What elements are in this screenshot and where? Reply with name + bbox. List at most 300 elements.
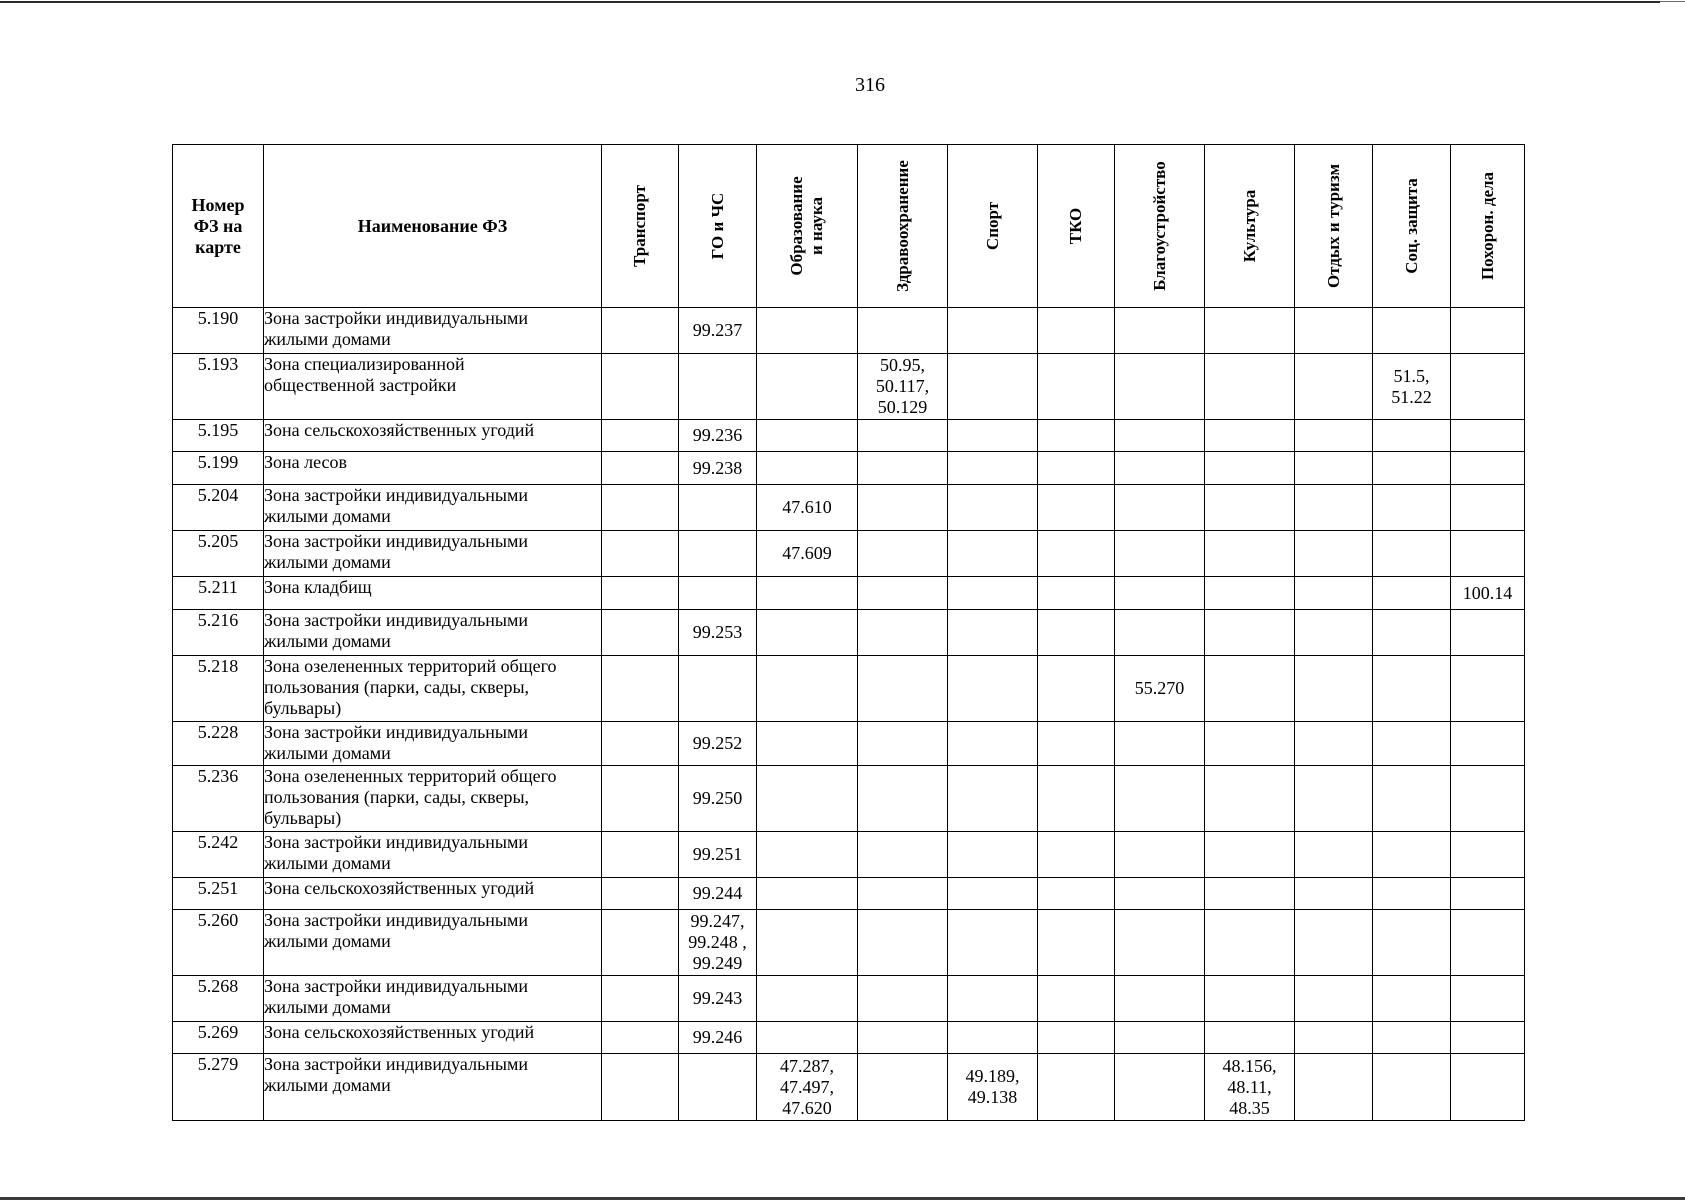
cell-funeral	[1451, 531, 1525, 577]
cell-education	[757, 577, 858, 610]
cell-improvement	[1115, 878, 1205, 910]
cell-culture	[1205, 1054, 1295, 1121]
cell-tko	[1038, 656, 1115, 722]
cell-transport	[602, 832, 679, 878]
cell-social	[1373, 976, 1451, 1022]
zone-number-cell: 5.218	[173, 656, 264, 722]
cell-social	[1373, 910, 1451, 976]
zone-number-cell: 5.204	[173, 485, 264, 531]
cell-transport	[602, 308, 679, 354]
cell-tourism	[1295, 420, 1373, 452]
zone-name-cell	[264, 1054, 602, 1121]
cell-tourism	[1295, 1022, 1373, 1054]
cell-go_chs	[679, 610, 757, 656]
cell-education	[757, 1054, 858, 1121]
cell-go_chs	[679, 766, 757, 832]
cell-improvement	[1115, 766, 1205, 832]
zone-name-cell	[264, 1022, 602, 1054]
table-row	[173, 910, 1525, 976]
cell-social	[1373, 722, 1451, 766]
zone-number-cell: 5.269	[173, 1022, 264, 1054]
cell-culture	[1205, 485, 1295, 531]
cell-transport	[602, 610, 679, 656]
cell-tko	[1038, 910, 1115, 976]
cell-improvement	[1115, 354, 1205, 420]
zone-name-text: Зона застройки индивидуальными жилыми домами	[264, 832, 529, 873]
cell-health	[858, 656, 948, 722]
column-header-label: Благоустройство	[1149, 161, 1169, 291]
cell-health	[858, 577, 948, 610]
cell-improvement	[1115, 420, 1205, 452]
object-code: 99.246	[692, 1027, 743, 1047]
object-code: 55.270	[1134, 678, 1185, 698]
cell-culture	[1205, 910, 1295, 976]
cell-sport	[948, 910, 1038, 976]
zone-name-cell	[264, 722, 602, 766]
cell-culture	[1205, 766, 1295, 832]
column-header-social	[1373, 145, 1451, 308]
cell-social	[1373, 420, 1451, 452]
zone-number-cell: 5.195	[173, 420, 264, 452]
table-row	[173, 577, 1525, 610]
zone-name-cell	[264, 531, 602, 577]
table-row	[173, 656, 1525, 722]
cell-tourism	[1295, 878, 1373, 910]
cell-transport	[602, 1054, 679, 1121]
cell-culture	[1205, 308, 1295, 354]
cell-health	[858, 308, 948, 354]
cell-go_chs	[679, 656, 757, 722]
cell-education	[757, 766, 858, 832]
object-code: 100.14	[1462, 582, 1513, 603]
column-header-transport	[602, 145, 679, 308]
cell-health	[858, 1054, 948, 1121]
cell-tko	[1038, 577, 1115, 610]
cell-social	[1373, 832, 1451, 878]
top-scan-rule	[0, 1, 1660, 3]
cell-culture	[1205, 656, 1295, 722]
cell-funeral	[1451, 354, 1525, 420]
cell-transport	[602, 354, 679, 420]
zone-name-cell	[264, 656, 602, 722]
cell-improvement	[1115, 610, 1205, 656]
zone-name-cell	[264, 610, 602, 656]
object-code: 47.287, 47.497, 47.620	[780, 1055, 834, 1118]
cell-transport	[602, 910, 679, 976]
cell-funeral	[1451, 766, 1525, 832]
cell-health	[858, 878, 948, 910]
cell-health	[858, 832, 948, 878]
zone-number-cell: 5.193	[173, 354, 264, 420]
zone-name-cell	[264, 308, 602, 354]
table-row	[173, 976, 1525, 1022]
table-row	[173, 485, 1525, 531]
cell-tko	[1038, 976, 1115, 1022]
zone-name-text: Зона застройки индивидуальными жилыми домами	[264, 722, 529, 763]
zone-name-text: Зона застройки индивидуальными жилыми домами	[264, 976, 529, 1017]
cell-health	[858, 1022, 948, 1054]
zone-name-text: Зона застройки индивидуальными жилыми домами	[264, 1054, 529, 1095]
column-header-label: Номер ФЗ на карте	[191, 194, 245, 257]
cell-culture	[1205, 722, 1295, 766]
cell-culture	[1205, 1022, 1295, 1054]
zone-name-cell	[264, 452, 602, 485]
cell-go_chs	[679, 420, 757, 452]
zone-name-text: Зона кладбищ	[264, 577, 372, 597]
zone-number-cell: 5.216	[173, 610, 264, 656]
cell-tko	[1038, 722, 1115, 766]
cell-improvement	[1115, 1054, 1205, 1121]
cell-transport	[602, 1022, 679, 1054]
cell-go_chs	[679, 1022, 757, 1054]
table-row	[173, 1054, 1525, 1121]
cell-transport	[602, 878, 679, 910]
cell-education	[757, 910, 858, 976]
column-header-label: Отдых и туризм	[1323, 163, 1343, 289]
cell-culture	[1205, 577, 1295, 610]
cell-sport	[948, 452, 1038, 485]
zone-number-cell: 5.199	[173, 452, 264, 485]
cell-tko	[1038, 420, 1115, 452]
zone-number-cell: 5.228	[173, 722, 264, 766]
object-code: 47.610	[782, 497, 832, 517]
cell-sport	[948, 766, 1038, 832]
cell-funeral	[1451, 656, 1525, 722]
cell-go_chs	[679, 531, 757, 577]
cell-tko	[1038, 308, 1115, 354]
cell-health	[858, 766, 948, 832]
zone-number-cell: 5.279	[173, 1054, 264, 1121]
cell-tko	[1038, 531, 1115, 577]
cell-funeral	[1451, 832, 1525, 878]
cell-health	[858, 531, 948, 577]
zone-name-text: Зона специализированной общественной застройки	[264, 354, 465, 395]
cell-social	[1373, 1054, 1451, 1121]
object-code: 99.236	[692, 425, 743, 445]
zone-number-cell: 5.190	[173, 308, 264, 354]
cell-tko	[1038, 485, 1115, 531]
cell-sport	[948, 531, 1038, 577]
cell-funeral	[1451, 1022, 1525, 1054]
cell-transport	[602, 766, 679, 832]
column-header-improvement	[1115, 145, 1205, 308]
column-header-education	[757, 145, 858, 308]
cell-funeral	[1451, 878, 1525, 910]
cell-education	[757, 531, 858, 577]
cell-education	[757, 722, 858, 766]
zone-name-text: Зона застройки индивидуальными жилыми домами	[264, 610, 529, 651]
cell-go_chs	[679, 878, 757, 910]
cell-go_chs	[679, 452, 757, 485]
cell-tko	[1038, 1054, 1115, 1121]
cell-funeral	[1451, 452, 1525, 485]
cell-tourism	[1295, 610, 1373, 656]
cell-transport	[602, 577, 679, 610]
column-header-label: Наименование ФЗ	[357, 215, 508, 236]
column-header-label: Образование и наука	[787, 176, 826, 276]
object-code: 48.156, 48.11, 48.35	[1222, 1055, 1277, 1118]
zone-name-text: Зона застройки индивидуальными жилыми домами	[264, 910, 529, 951]
cell-funeral	[1451, 910, 1525, 976]
cell-education	[757, 420, 858, 452]
object-code: 51.5, 51.22	[1391, 365, 1432, 407]
cell-improvement	[1115, 910, 1205, 976]
cell-culture	[1205, 531, 1295, 577]
cell-go_chs	[679, 308, 757, 354]
cell-go_chs	[679, 832, 757, 878]
cell-education	[757, 832, 858, 878]
cell-health	[858, 420, 948, 452]
cell-social	[1373, 766, 1451, 832]
column-header-label: Здравоохранение	[892, 160, 912, 292]
cell-health	[858, 354, 948, 420]
cell-go_chs	[679, 1054, 757, 1121]
column-header-label: Соц. защита	[1401, 178, 1421, 274]
column-header-health	[858, 145, 948, 308]
cell-tourism	[1295, 531, 1373, 577]
table-row	[173, 1022, 1525, 1054]
cell-sport	[948, 354, 1038, 420]
column-header-label: Культура	[1239, 189, 1259, 263]
cell-social	[1373, 308, 1451, 354]
column-header-num	[173, 145, 264, 308]
cell-health	[858, 910, 948, 976]
cell-improvement	[1115, 656, 1205, 722]
cell-improvement	[1115, 577, 1205, 610]
functional-zones-table	[172, 144, 1525, 1121]
cell-social	[1373, 452, 1451, 485]
cell-sport	[948, 308, 1038, 354]
cell-health	[858, 976, 948, 1022]
cell-tourism	[1295, 766, 1373, 832]
cell-sport	[948, 1054, 1038, 1121]
table-row	[173, 610, 1525, 656]
cell-tko	[1038, 766, 1115, 832]
cell-sport	[948, 656, 1038, 722]
cell-sport	[948, 878, 1038, 910]
cell-improvement	[1115, 832, 1205, 878]
zone-name-cell	[264, 485, 602, 531]
cell-tko	[1038, 1022, 1115, 1054]
cell-education	[757, 354, 858, 420]
cell-tourism	[1295, 656, 1373, 722]
cell-tourism	[1295, 354, 1373, 420]
cell-health	[858, 452, 948, 485]
column-header-funeral	[1451, 145, 1525, 308]
zone-name-text: Зона сельскохозяйственных угодий	[264, 1022, 535, 1042]
cell-social	[1373, 354, 1451, 420]
zone-name-text: Зона застройки индивидуальными жилыми домами	[264, 531, 529, 572]
object-code: 99.237	[692, 320, 743, 340]
cell-sport	[948, 485, 1038, 531]
cell-tko	[1038, 452, 1115, 485]
cell-social	[1373, 1022, 1451, 1054]
cell-sport	[948, 420, 1038, 452]
cell-health	[858, 722, 948, 766]
cell-education	[757, 878, 858, 910]
cell-improvement	[1115, 531, 1205, 577]
cell-funeral	[1451, 1054, 1525, 1121]
cell-culture	[1205, 420, 1295, 452]
cell-health	[858, 485, 948, 531]
column-header-tourism	[1295, 145, 1373, 308]
cell-transport	[602, 485, 679, 531]
zone-name-cell	[264, 976, 602, 1022]
cell-go_chs	[679, 910, 757, 976]
table-body	[173, 308, 1525, 1121]
cell-social	[1373, 878, 1451, 910]
zone-number-cell: 5.236	[173, 766, 264, 832]
cell-tko	[1038, 354, 1115, 420]
cell-funeral	[1451, 420, 1525, 452]
cell-tourism	[1295, 577, 1373, 610]
cell-education	[757, 308, 858, 354]
cell-education	[757, 976, 858, 1022]
cell-sport	[948, 610, 1038, 656]
cell-transport	[602, 420, 679, 452]
cell-sport	[948, 722, 1038, 766]
cell-go_chs	[679, 485, 757, 531]
page-number: 316	[855, 74, 885, 96]
zone-name-text: Зона озелененных территорий общего пользования (парки, сады, скверы, бульвары)	[264, 656, 557, 718]
object-code: 99.243	[692, 988, 743, 1008]
cell-culture	[1205, 354, 1295, 420]
zone-name-text: Зона сельскохозяйственных угодий	[264, 878, 535, 898]
zone-number-cell: 5.260	[173, 910, 264, 976]
zone-number-cell: 5.211	[173, 577, 264, 610]
cell-tko	[1038, 832, 1115, 878]
zone-name-text: Зона лесов	[264, 452, 348, 472]
zone-name-cell	[264, 354, 602, 420]
cell-tourism	[1295, 1054, 1373, 1121]
table-row	[173, 420, 1525, 452]
cell-funeral	[1451, 976, 1525, 1022]
cell-social	[1373, 485, 1451, 531]
zone-name-cell	[264, 577, 602, 610]
zone-number-cell: 5.251	[173, 878, 264, 910]
cell-improvement	[1115, 976, 1205, 1022]
cell-tourism	[1295, 976, 1373, 1022]
cell-transport	[602, 452, 679, 485]
cell-improvement	[1115, 722, 1205, 766]
cell-culture	[1205, 610, 1295, 656]
cell-sport	[948, 832, 1038, 878]
cell-education	[757, 610, 858, 656]
table-row	[173, 308, 1525, 354]
zone-name-cell	[264, 832, 602, 878]
cell-tko	[1038, 610, 1115, 656]
table-row	[173, 878, 1525, 910]
column-header-tko	[1038, 145, 1115, 308]
object-code: 49.189, 49.138	[965, 1066, 1020, 1107]
cell-tourism	[1295, 485, 1373, 531]
cell-social	[1373, 656, 1451, 722]
cell-health	[858, 610, 948, 656]
cell-social	[1373, 531, 1451, 577]
zone-name-text: Зона сельскохозяйственных угодий	[264, 420, 535, 440]
zone-name-cell	[264, 878, 602, 910]
cell-go_chs	[679, 722, 757, 766]
cell-improvement	[1115, 1022, 1205, 1054]
cell-improvement	[1115, 452, 1205, 485]
zone-name-cell	[264, 766, 602, 832]
cell-improvement	[1115, 485, 1205, 531]
cell-sport	[948, 1022, 1038, 1054]
cell-tourism	[1295, 910, 1373, 976]
cell-transport	[602, 656, 679, 722]
column-header-sport	[948, 145, 1038, 308]
cell-funeral	[1451, 485, 1525, 531]
table-row	[173, 766, 1525, 832]
cell-transport	[602, 722, 679, 766]
cell-social	[1373, 577, 1451, 610]
cell-funeral	[1451, 577, 1525, 610]
table-header-row	[173, 145, 1525, 308]
cell-sport	[948, 976, 1038, 1022]
object-code: 99.250	[692, 788, 743, 808]
object-code: 99.247, 99.248 , 99.249	[688, 911, 747, 973]
object-code: 99.238	[692, 457, 743, 478]
object-code: 99.251	[692, 844, 743, 864]
column-header-name	[264, 145, 602, 308]
table-row	[173, 452, 1525, 485]
zone-number-cell: 5.268	[173, 976, 264, 1022]
cell-go_chs	[679, 976, 757, 1022]
object-code: 47.609	[782, 543, 832, 563]
cell-funeral	[1451, 308, 1525, 354]
cell-tko	[1038, 878, 1115, 910]
zone-number-cell: 5.242	[173, 832, 264, 878]
cell-go_chs	[679, 577, 757, 610]
column-header-culture	[1205, 145, 1295, 308]
column-header-label: ТКО	[1066, 207, 1085, 245]
cell-funeral	[1451, 722, 1525, 766]
cell-social	[1373, 610, 1451, 656]
cell-transport	[602, 976, 679, 1022]
column-header-label: Спорт	[982, 201, 1002, 251]
zone-number-cell: 5.205	[173, 531, 264, 577]
object-code: 50.95, 50.117, 50.129	[875, 355, 930, 417]
cell-education	[757, 452, 858, 485]
cell-education	[757, 656, 858, 722]
table-row	[173, 832, 1525, 878]
cell-culture	[1205, 452, 1295, 485]
table-row	[173, 354, 1525, 420]
cell-tourism	[1295, 308, 1373, 354]
cell-culture	[1205, 976, 1295, 1022]
column-header-label: Похорон. дела	[1477, 171, 1497, 281]
cell-transport	[602, 531, 679, 577]
column-header-label: Транспорт	[630, 185, 649, 267]
cell-tourism	[1295, 722, 1373, 766]
cell-culture	[1205, 878, 1295, 910]
column-header-label: ГО и ЧС	[707, 192, 727, 260]
cell-funeral	[1451, 610, 1525, 656]
cell-education	[757, 1022, 858, 1054]
cell-go_chs	[679, 354, 757, 420]
cell-sport	[948, 577, 1038, 610]
zone-name-cell	[264, 910, 602, 976]
top-scan-rule-end	[1660, 1, 1685, 2]
cell-tourism	[1295, 832, 1373, 878]
object-code: 99.244	[692, 883, 743, 903]
zone-name-text: Зона застройки индивидуальными жилыми домами	[264, 308, 529, 349]
cell-culture	[1205, 832, 1295, 878]
column-header-go_chs	[679, 145, 757, 308]
table-row	[173, 531, 1525, 577]
cell-education	[757, 485, 858, 531]
object-code: 99.253	[692, 622, 743, 642]
